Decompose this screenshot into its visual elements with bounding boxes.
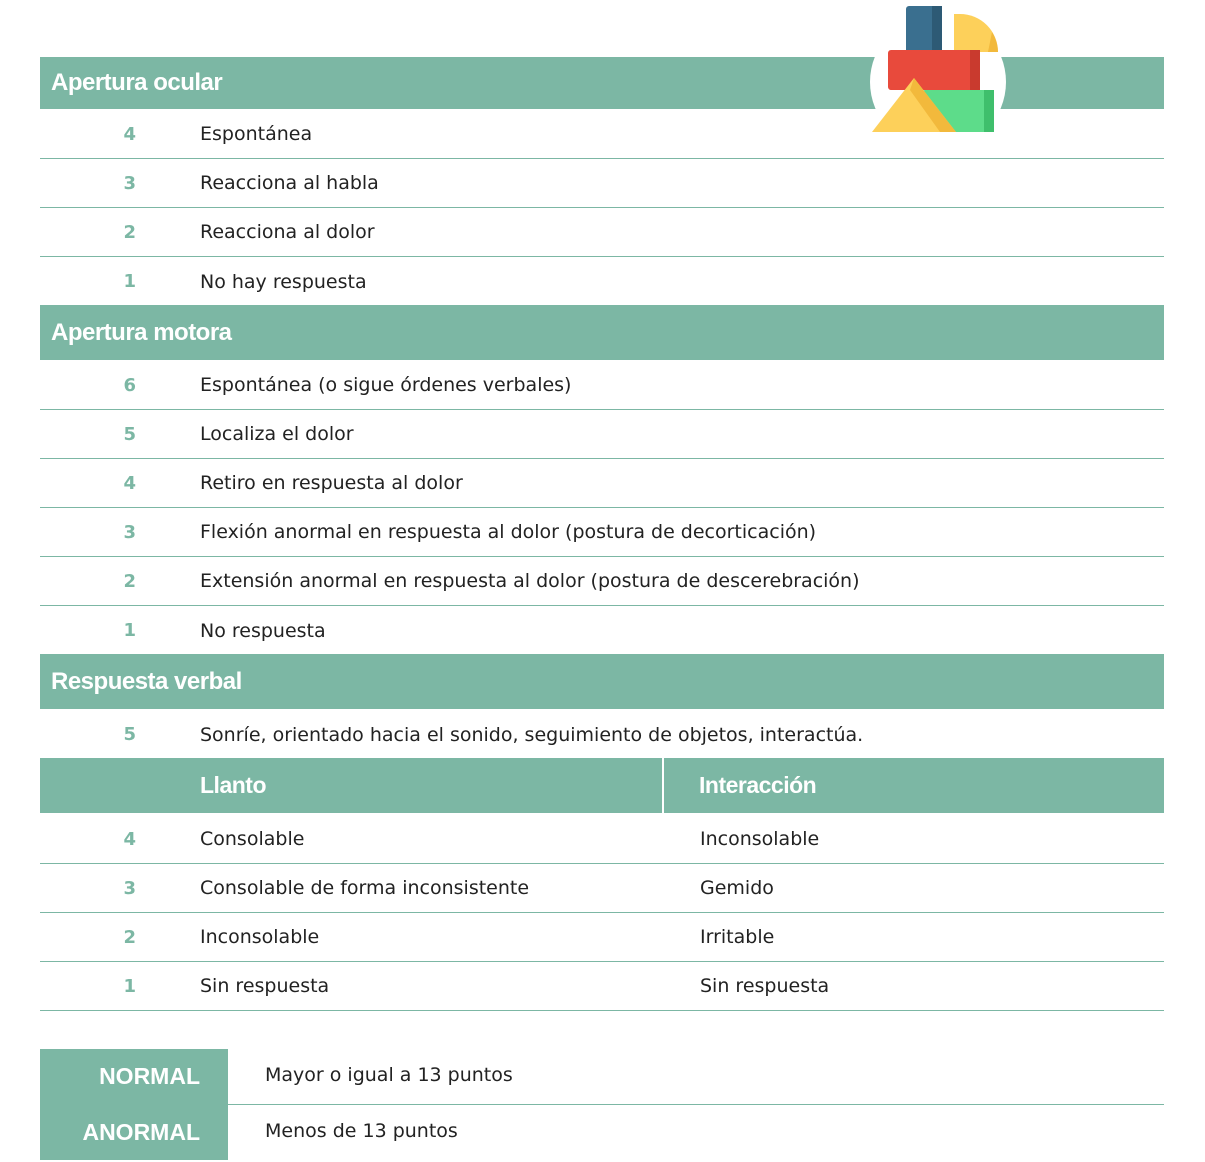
- row-description: Reacciona al dolor: [200, 221, 375, 243]
- table-row: [40, 257, 1164, 306]
- row-description: Flexión anormal en respuesta al dolor (postura de decorticación): [200, 521, 817, 543]
- score-value: 4: [123, 472, 136, 494]
- score-value: 1: [123, 271, 136, 292]
- llanto-value: Inconsolable: [200, 926, 320, 948]
- section-title: Respuesta verbal: [51, 667, 242, 695]
- row-description: Localiza el dolor: [200, 423, 354, 445]
- toy-blocks-icon: [866, 2, 1011, 136]
- score-value: 1: [123, 620, 136, 641]
- llanto-value: Sin respuesta: [200, 975, 330, 997]
- table-row: [40, 913, 1164, 962]
- section-title: Apertura ocular: [51, 69, 223, 96]
- table-row: [40, 208, 1164, 257]
- section-title: Apertura motora: [51, 318, 232, 346]
- row-description: No hay respuesta: [200, 270, 367, 293]
- interaccion-value: Inconsolable: [700, 828, 820, 850]
- result-text: Mayor o igual a 13 puntos: [265, 1064, 513, 1086]
- score-value: 2: [123, 926, 136, 948]
- table-row: [40, 557, 1164, 606]
- table-row: [40, 410, 1164, 459]
- table-row: [40, 606, 1164, 655]
- score-value: 4: [123, 123, 136, 145]
- table-row: [40, 159, 1164, 208]
- row-description: Reacciona al habla: [200, 172, 379, 194]
- table-row: [40, 710, 1164, 759]
- row-description: Sonríe, orientado hacia el sonido, seguimiento de objetos, interactúa.: [200, 723, 864, 746]
- row-description: Espontánea: [200, 123, 313, 145]
- interaccion-value: Sin respuesta: [700, 975, 830, 997]
- section-header-apertura-motora: [40, 305, 1164, 360]
- score-value: 3: [123, 172, 136, 194]
- row-description: Extensión anormal en respuesta al dolor (postura de descerebración): [200, 570, 860, 592]
- result-row-anormal: [40, 1105, 1164, 1161]
- row-description: Espontánea (o sigue órdenes verbales): [200, 374, 572, 396]
- llanto-value: Consolable: [200, 828, 305, 850]
- verbal-subheader: [40, 758, 1164, 813]
- interaccion-value: Gemido: [700, 877, 774, 899]
- table-row: [40, 962, 1164, 1011]
- result-label: NORMAL: [40, 1049, 228, 1104]
- result-text: Menos de 13 puntos: [265, 1120, 458, 1142]
- llanto-value: Consolable de forma inconsistente: [200, 877, 530, 899]
- column-header-llanto: Llanto: [200, 772, 266, 798]
- score-value: 3: [123, 877, 136, 899]
- score-value: 1: [123, 975, 136, 997]
- score-value: 3: [123, 521, 136, 543]
- column-header-interaccion: Interacción: [699, 772, 817, 798]
- section-header-respuesta-verbal: [40, 654, 1164, 709]
- table-row: [40, 459, 1164, 508]
- score-value: 5: [123, 724, 136, 745]
- table-row: [40, 864, 1164, 913]
- score-value: 2: [123, 221, 136, 243]
- result-label: ANORMAL: [40, 1105, 228, 1160]
- score-value: 5: [123, 423, 136, 445]
- table-row: [40, 508, 1164, 557]
- row-description: No respuesta: [200, 619, 326, 642]
- interaccion-value: Irritable: [700, 926, 775, 948]
- result-row-normal: [40, 1049, 1164, 1105]
- table-row: [40, 361, 1164, 410]
- table-row: [40, 815, 1164, 864]
- score-value: 2: [123, 570, 136, 592]
- score-value: 6: [123, 374, 136, 396]
- row-description: Retiro en respuesta al dolor: [200, 472, 463, 494]
- score-value: 4: [123, 828, 136, 850]
